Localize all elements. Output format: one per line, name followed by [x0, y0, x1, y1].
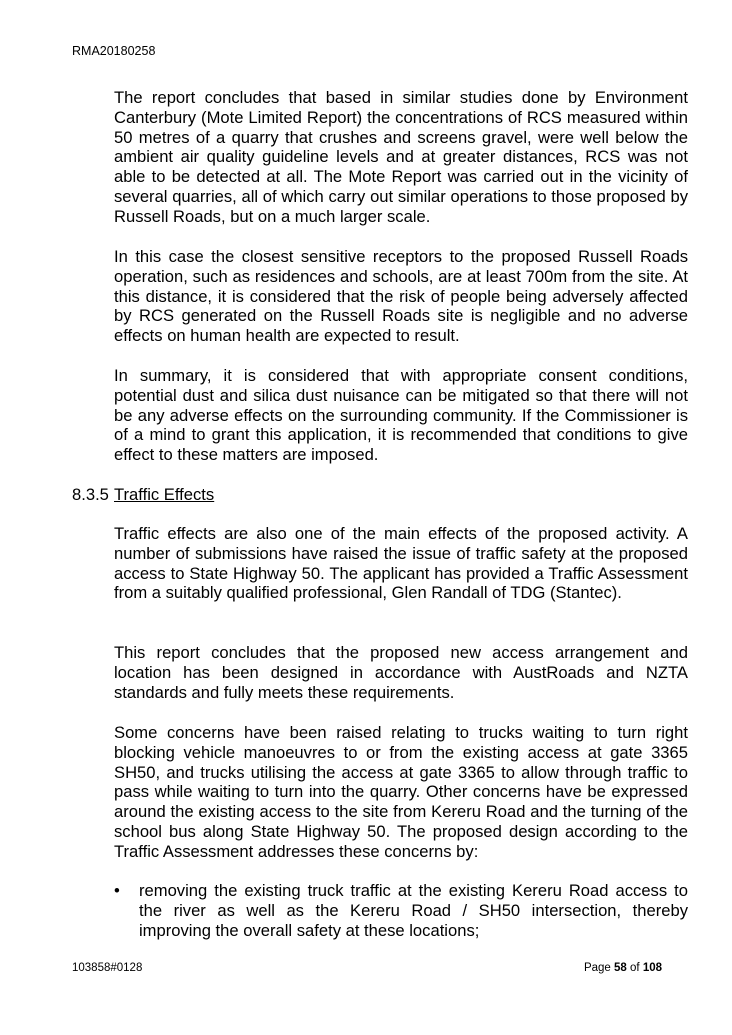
paragraph-concerns: Some concerns have been raised relating to trucks waiting to turn right blocking vehicle manoeuvres to or from the existing access at gate 3365 SH50, and trucks utilising the access at gate 3365 to allow through traffic to pass while waiting to turn into the quarry. Other concerns have be expressed around the existing access to the site from Kereru Road and the turning of the school bus along State Highway 50. The proposed design according to the Traffic Assessment addresses these concerns by:: [114, 723, 688, 861]
page-number: [584, 962, 662, 975]
document-reference: RMA20180258: [72, 44, 156, 58]
section-heading: [72, 485, 214, 505]
paragraph-summary: In summary, it is considered that with appropriate consent conditions, potential dust and silica dust nuisance can be mitigated so that there will not be any adverse effects on the surrounding community. If the Commissioner is of a mind to grant this application, it is recommended that conditions to give effect to these matters are imposed.: [114, 366, 688, 465]
page-of-label: of: [630, 962, 640, 974]
paragraph-report-conclusion: This report concludes that the proposed new access arrangement and location has been designed in accordance with AustRoads and NZTA standards and fully meets these requirements.: [114, 643, 688, 702]
page-label: Page: [583, 962, 611, 974]
list-item: [114, 881, 688, 940]
bullet-icon: •: [114, 881, 120, 900]
footer-document-id: 103858#0128: [72, 962, 143, 974]
section-number: 8.3.5: [72, 485, 109, 504]
page-current: 58: [614, 962, 627, 974]
paragraph-traffic-effects: Traffic effects are also one of the main effects of the proposed activity. A number of submissions have raised the issue of traffic safety at the proposed access to State Highway 50. The applicant has provided a Traffic Assessment from a suitably qualified professional, Glen Randall of TDG (Stantec).: [114, 524, 688, 603]
paragraph-sensitive-receptors: In this case the closest sensitive receptors to the proposed Russell Roads operation, such as residences and schools, are at least 700m from the site. At this distance, it is considered that the risk of people being adversely affected by RCS generated on the Russell Roads site is negligible and no adverse effects on human health are expected to result.: [114, 247, 688, 346]
section-title: Traffic Effects: [114, 485, 215, 504]
list-item-text: removing the existing truck traffic at the existing Kereru Road access to the river as well as the Kereru Road / SH50 intersection, thereby improving the overall safety at these locations;: [139, 881, 688, 940]
paragraph-rcs-report: The report concludes that based in similar studies done by Environment Canterbury (Mote Limited Report) the concentrations of RCS measured within 50 metres of a quarry that crushes and screens gravel, were well below the ambient air quality guideline levels and at greater distances, RCS was not able to be detected at all. The Mote Report was carried out in the vicinity of several quarries, all of which carry out similar operations to those proposed by Russell Roads, but on a much larger scale.: [114, 88, 688, 226]
page-total: 108: [642, 962, 662, 974]
